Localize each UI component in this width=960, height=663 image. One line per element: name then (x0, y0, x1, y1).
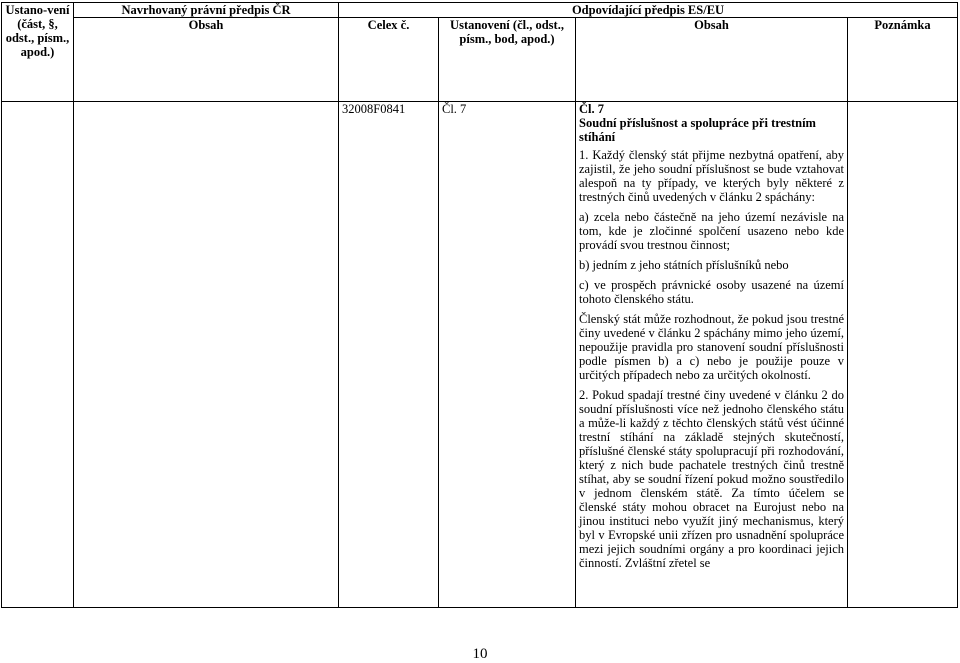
cell-content-cz (74, 102, 339, 608)
paragraph: c) ve prospěch právnické osoby usazené na území tohoto členského státu. (579, 278, 844, 306)
header-content-cz: Obsah (74, 18, 339, 102)
header-celex: Celex č. (339, 18, 439, 102)
paragraph: a) zcela nebo částečně na jeho území nezávisle na tom, kde je zločinné spolčení usazeno nebo kde provádí svou trestnou činnost; (579, 210, 844, 252)
header-content-eu: Obsah (576, 18, 848, 102)
paragraph: b) jedním z jeho státních příslušníků nebo (579, 258, 789, 272)
cell-article-ref: Čl. 7 (439, 102, 576, 608)
transposition-table (1, 2, 958, 608)
cell-content-eu (576, 102, 848, 608)
header-provision-eu: Ustanovení (čl., odst., písm., bod, apod.) (439, 18, 576, 102)
cell-provision-cz (2, 102, 74, 608)
header-provision-cz: Ustano-vení (část, §, odst., písm., apod.) (2, 3, 74, 102)
page-number: 10 (472, 646, 488, 662)
header-cz-group: Navrhovaný právní předpis ČR (74, 3, 339, 18)
header-eu-group: Odpovídající předpis ES/EU (339, 3, 958, 18)
cell-note (848, 102, 958, 608)
paragraph: 1. Každý členský stát přijme nezbytná opatření, aby zajistil, že jeho soudní příslušnost se bude vztahovat alespoň na ty případy, ve kterých byly některé z trestných činů uvedených v článku 2 spáchány: (579, 148, 844, 204)
cell-celex: 32008F0841 (339, 102, 439, 608)
paragraph: 2. Pokud spadají trestné činy uvedené v článku 2 do soudní příslušnosti více než jednoho členského státu a může-li každý z těchto členských států vést účinné trestní stíhání na základě stejných skutečností, příslušné členské státy spolupracují při rozhodování, který z nich bude pachatele trestných činů trestně stíhat, aby se soudní řízení pokud možno soustředilo v jednom členském státě. Za tímto účelem se členské státy mohou obracet na Eurojust nebo na jinou instituci nebo využít jiný mechanismus, který byl v Evropské unii zřízen pro usnadnění spolupráce mezi jejich soudními orgány a pro koordinaci jejich činností. Zvláštní zřetel se (579, 388, 844, 570)
article-heading: Čl. 7 (579, 102, 604, 116)
header-note: Poznámka (848, 18, 958, 102)
article-title: Soudní příslušnost a spolupráce při trestním stíhání (579, 116, 816, 144)
paragraph: Členský stát může rozhodnout, že pokud jsou trestné činy uvedené v článku 2 spáchány mimo jeho území, nepoužije pravidla pro stanovení soudní příslušnosti podle písmen b) a c) nebo je použije pouze v určitých případech nebo za určitých okolností. (579, 312, 844, 382)
